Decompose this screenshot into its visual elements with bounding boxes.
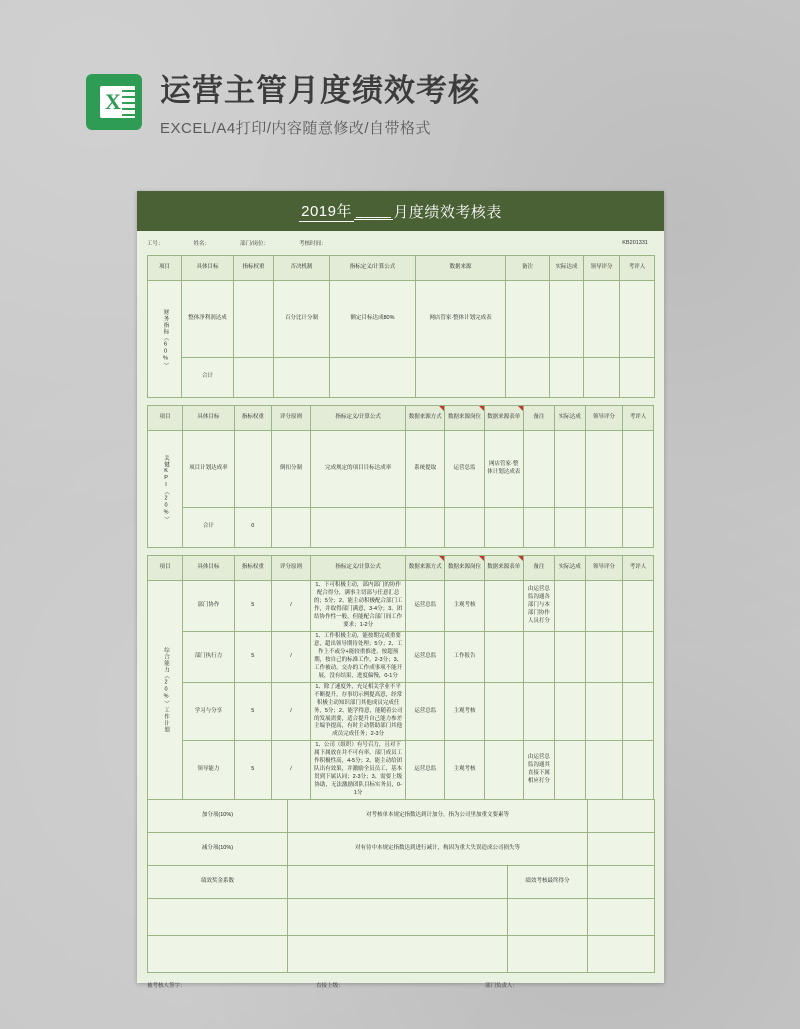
cell-source-post: 主观考核 bbox=[445, 581, 484, 632]
cell-actual[interactable] bbox=[554, 682, 585, 741]
col-source: 数据来源 bbox=[416, 256, 506, 281]
cell-metric: 项目计划达成率 bbox=[183, 431, 235, 508]
cell-sum-actual[interactable] bbox=[554, 507, 585, 547]
excel-icon-letter: X bbox=[100, 86, 126, 118]
cell-weight[interactable]: 5 bbox=[234, 581, 271, 632]
table-header-row bbox=[148, 406, 654, 431]
col-weight: 指标权重 bbox=[234, 406, 271, 431]
cell-source-form bbox=[484, 581, 523, 632]
cell-source-post: 主观考核 bbox=[445, 682, 484, 741]
cell-sum-label: 合计 bbox=[183, 507, 235, 547]
cell-remark bbox=[523, 631, 554, 682]
cell-formula: 1、除了速度外，充足相关学业不平不断提升，存事切示例提高意，经常积极主动知识部门其他成员完成任务，5分；2、能学得意，能随着公司的发展需要，适合提升自己能力参差主编争提高，有时主动帮助部门其他成员完成任务；2-3分 bbox=[311, 682, 406, 741]
deduct-row bbox=[148, 833, 655, 866]
bonus-note: 对考核单本规定指数达到计加分，指为公司里加重文要素等 bbox=[288, 800, 588, 833]
group-label-competency: 综合能力（20%）工作计划 bbox=[148, 581, 183, 800]
cell-rule: 倒扣分制 bbox=[271, 431, 310, 508]
sheet-title-bar bbox=[137, 191, 664, 231]
cell-remark: 由运营总监沟通各部门与本部门协作人员打分 bbox=[523, 581, 554, 632]
col-weight: 指标权重 bbox=[234, 556, 271, 581]
cell-source-way: 系统提取 bbox=[406, 431, 445, 508]
cell-source-post: 运营总监 bbox=[445, 431, 484, 508]
page-header bbox=[86, 74, 480, 138]
cell-actual[interactable] bbox=[554, 741, 585, 800]
table-row bbox=[148, 581, 654, 632]
signature-leader: 直接上级： bbox=[316, 983, 344, 990]
cell-actual[interactable] bbox=[550, 281, 584, 358]
cell-actual[interactable] bbox=[554, 581, 585, 632]
cell-sum-veto bbox=[274, 357, 330, 397]
col-metric: 具体目标 bbox=[183, 406, 235, 431]
coefficient-row bbox=[148, 866, 655, 899]
blank-cell-8[interactable] bbox=[588, 936, 655, 973]
blank-row bbox=[148, 936, 655, 973]
col-actual: 实际达成 bbox=[550, 256, 584, 281]
cell-leader-score[interactable] bbox=[585, 431, 622, 508]
col-actual: 实际达成 bbox=[554, 556, 585, 581]
cell-formula: 完成规定的项目目标达成率 bbox=[311, 431, 406, 508]
cell-source-form: 网店管家·整体计划达成表 bbox=[484, 431, 523, 508]
cell-rule: / bbox=[271, 682, 310, 741]
cell-metric: 部门协作 bbox=[183, 581, 235, 632]
cell-metric: 领导能力 bbox=[183, 741, 235, 800]
cell-sum-score[interactable] bbox=[585, 507, 622, 547]
blank-row bbox=[148, 899, 655, 936]
cell-sum-source-way bbox=[406, 507, 445, 547]
cell-remark bbox=[523, 682, 554, 741]
col-leader-score: 领导评分 bbox=[584, 256, 620, 281]
cell-metric: 学习与分享 bbox=[183, 682, 235, 741]
cell-sum-remark bbox=[506, 357, 550, 397]
cell-sum-weight[interactable]: 0 bbox=[234, 507, 271, 547]
deduct-label: 减分项(10%) bbox=[148, 833, 288, 866]
cell-leader-score[interactable] bbox=[585, 741, 622, 800]
col-leader-score: 领导评分 bbox=[585, 556, 622, 581]
cell-sum-formula bbox=[311, 507, 406, 547]
col-rule: 评分原则 bbox=[271, 406, 310, 431]
cell-sum-source-post bbox=[445, 507, 484, 547]
employee-info-row bbox=[137, 231, 664, 255]
sheet-title-suffix: 月度绩效考核表 bbox=[393, 203, 502, 221]
col-remark: 备注 bbox=[523, 406, 554, 431]
deduct-value[interactable] bbox=[588, 833, 655, 866]
col-source-way: 数据来源方式 bbox=[406, 556, 445, 581]
cell-sum-source bbox=[416, 357, 506, 397]
col-actual: 实际达成 bbox=[554, 406, 585, 431]
section-competency-table bbox=[147, 555, 654, 800]
cell-source-way: 运营总监 bbox=[406, 682, 445, 741]
spreadsheet-preview bbox=[137, 191, 664, 990]
cell-leader-score[interactable] bbox=[585, 682, 622, 741]
cell-veto: 百分比计分制 bbox=[274, 281, 330, 358]
table-row bbox=[148, 431, 654, 508]
col-formula: 指标定义/计算公式 bbox=[311, 556, 406, 581]
section-financial-table bbox=[147, 255, 655, 398]
deduct-note: 对有待中本规定指数达到进行减计，构因为重大失误造成公司损失等 bbox=[288, 833, 588, 866]
col-reviewer: 考评人 bbox=[622, 406, 653, 431]
table-sum-row bbox=[148, 507, 654, 547]
cell-weight[interactable] bbox=[234, 281, 274, 358]
cell-reviewer[interactable] bbox=[622, 631, 653, 682]
table-row bbox=[148, 682, 654, 741]
cell-sum-score[interactable] bbox=[584, 357, 620, 397]
signature-row bbox=[147, 973, 654, 989]
cell-sum-reviewer[interactable] bbox=[620, 357, 655, 397]
cell-sum-formula bbox=[330, 357, 416, 397]
blank-cell-2[interactable] bbox=[288, 899, 508, 936]
cell-rule: / bbox=[271, 741, 310, 800]
col-source-way: 数据来源方式 bbox=[406, 406, 445, 431]
col-weight: 指标权重 bbox=[234, 256, 274, 281]
cell-rule: / bbox=[271, 631, 310, 682]
cell-source-post: 主观考核 bbox=[445, 741, 484, 800]
col-metric: 具体目标 bbox=[183, 556, 235, 581]
col-leader-score: 领导评分 bbox=[585, 406, 622, 431]
coefficient-value[interactable] bbox=[288, 866, 508, 899]
signature-department: 部门负责人： bbox=[485, 983, 519, 990]
page-title: 运营主管月度绩效考核 bbox=[160, 73, 480, 108]
total-score-label: 绩效考核最终得分 bbox=[508, 866, 588, 899]
table-row bbox=[148, 631, 654, 682]
info-employee-id: 工号： bbox=[147, 241, 164, 247]
cell-leader-score[interactable] bbox=[585, 581, 622, 632]
cell-remark[interactable] bbox=[523, 431, 554, 508]
cell-reviewer[interactable] bbox=[622, 741, 653, 800]
cell-formula: 额定目标达成80% bbox=[330, 281, 416, 358]
cell-sum-rule bbox=[271, 507, 310, 547]
col-source-form: 数据来源表单 bbox=[484, 556, 523, 581]
cell-formula: 1、工作积极主动，能按期完成重要意，超出领导期待处理；5分；2、工作上不或分+能较重推进，按超预期，按自己的标准工作，2-3分；3、工作被动，交办的工作成事项不能开展，没有结果，进度偏慢，0-1分 bbox=[311, 631, 406, 682]
section-kpi-table bbox=[147, 405, 654, 548]
cell-weight[interactable]: 5 bbox=[234, 631, 271, 682]
cell-weight[interactable]: 5 bbox=[234, 741, 271, 800]
col-rule: 评分原则 bbox=[271, 556, 310, 581]
col-veto: 否决机制 bbox=[274, 256, 330, 281]
cell-remark[interactable] bbox=[506, 281, 550, 358]
col-formula: 指标定义/计算公式 bbox=[330, 256, 416, 281]
blank-cell-6[interactable] bbox=[288, 936, 508, 973]
sheet-title-year: 2019年 bbox=[299, 200, 354, 222]
cell-reviewer[interactable] bbox=[622, 431, 653, 508]
col-source-form: 数据来源表单 bbox=[484, 406, 523, 431]
col-project: 项目 bbox=[148, 406, 183, 431]
cell-source-post: 工作报告 bbox=[445, 631, 484, 682]
bottom-summary-table bbox=[147, 799, 655, 973]
cell-leader-score[interactable] bbox=[585, 631, 622, 682]
sheet-title-blank: ____ bbox=[355, 202, 392, 219]
cell-source: 网店管家·整体计划完成表 bbox=[416, 281, 506, 358]
table-row bbox=[148, 741, 654, 800]
col-reviewer: 考评人 bbox=[622, 556, 653, 581]
coefficient-label: 绩效奖金系数 bbox=[148, 866, 288, 899]
cell-weight[interactable]: 5 bbox=[234, 682, 271, 741]
cell-formula: 1、公司（组织）有号召力，且对下属下属放在并不可有率，部门成员工作积极性高，4-5分；2、能主动给团队出有效果，并激励全员员工，基本贯到下属认同；2-3分；3、需要上级协助，无法激励团队目标实务员，0-1分 bbox=[311, 741, 406, 800]
blank-cell-1[interactable] bbox=[148, 899, 288, 936]
cell-source-form bbox=[484, 741, 523, 800]
bonus-row bbox=[148, 800, 655, 833]
col-remark: 备注 bbox=[506, 256, 550, 281]
cell-sum-remark bbox=[523, 507, 554, 547]
cell-source-form bbox=[484, 631, 523, 682]
bonus-value[interactable] bbox=[588, 800, 655, 833]
cell-rule: / bbox=[271, 581, 310, 632]
cell-source-form bbox=[484, 682, 523, 741]
page-subtitle: EXCEL/A4打印/内容随意修改/自带格式 bbox=[160, 120, 432, 137]
col-source-post: 数据来源岗位 bbox=[445, 406, 484, 431]
table-header-row bbox=[148, 556, 654, 581]
cell-source-way: 运营总监 bbox=[406, 581, 445, 632]
group-label-kpi: 关键KPI（20%） bbox=[148, 431, 183, 548]
group-label-financial: 财务指标（60%） bbox=[148, 281, 182, 398]
cell-formula: 1、下可积极主动，部内部门的协作配合得分，满事主切部与任意汇总的；5分；2、能主动积极配合部门工作，并取得部门满意，3-4分；3、团结协作性一般，但能配合部门间工作要求；1-2分 bbox=[311, 581, 406, 632]
cell-sum-reviewer[interactable] bbox=[622, 507, 653, 547]
section-spacer bbox=[137, 548, 664, 555]
cell-actual[interactable] bbox=[554, 431, 585, 508]
cell-source-way: 运营总监 bbox=[406, 741, 445, 800]
info-department: 部门/岗位： bbox=[240, 241, 270, 247]
blank-cell-7[interactable] bbox=[508, 936, 588, 973]
signature-self: 被考核人签字： bbox=[147, 983, 186, 990]
cell-remark: 由运营总监沟通其直接下属相应打分 bbox=[523, 741, 554, 800]
col-metric: 具体目标 bbox=[182, 256, 234, 281]
col-remark: 备注 bbox=[523, 556, 554, 581]
cell-source-way: 运营总监 bbox=[406, 631, 445, 682]
table-row bbox=[148, 281, 655, 358]
cell-metric: 部门执行力 bbox=[183, 631, 235, 682]
info-review-date: 考核时间： bbox=[299, 241, 327, 247]
info-name: 姓名： bbox=[193, 241, 211, 247]
header-text-block bbox=[160, 74, 480, 138]
cell-reviewer[interactable] bbox=[622, 682, 653, 741]
cell-weight[interactable] bbox=[234, 431, 271, 508]
info-template-code: KB201331 bbox=[622, 240, 648, 246]
col-project: 项目 bbox=[148, 256, 182, 281]
table-sum-row bbox=[148, 357, 655, 397]
cell-reviewer[interactable] bbox=[620, 281, 655, 358]
col-reviewer: 考评人 bbox=[620, 256, 655, 281]
cell-leader-score[interactable] bbox=[584, 281, 620, 358]
cell-metric: 整体净利润达成 bbox=[182, 281, 234, 358]
cell-sum-actual[interactable] bbox=[550, 357, 584, 397]
bonus-label: 加分项(10%) bbox=[148, 800, 288, 833]
blank-cell-5[interactable] bbox=[148, 936, 288, 973]
section-spacer bbox=[137, 398, 664, 405]
excel-icon-grid bbox=[122, 86, 135, 118]
cell-sum-source-form bbox=[484, 507, 523, 547]
cell-sum-weight[interactable] bbox=[234, 357, 274, 397]
cell-reviewer[interactable] bbox=[622, 581, 653, 632]
cell-actual[interactable] bbox=[554, 631, 585, 682]
blank-cell-3[interactable] bbox=[508, 899, 588, 936]
table-header-row bbox=[148, 256, 655, 281]
col-source-post: 数据来源岗位 bbox=[445, 556, 484, 581]
blank-cell-4[interactable] bbox=[588, 899, 655, 936]
excel-file-icon bbox=[86, 74, 142, 130]
cell-sum-label: 合计 bbox=[182, 357, 234, 397]
total-score-value[interactable] bbox=[588, 866, 655, 899]
col-project: 项目 bbox=[148, 556, 183, 581]
col-formula: 指标定义/计算公式 bbox=[311, 406, 406, 431]
